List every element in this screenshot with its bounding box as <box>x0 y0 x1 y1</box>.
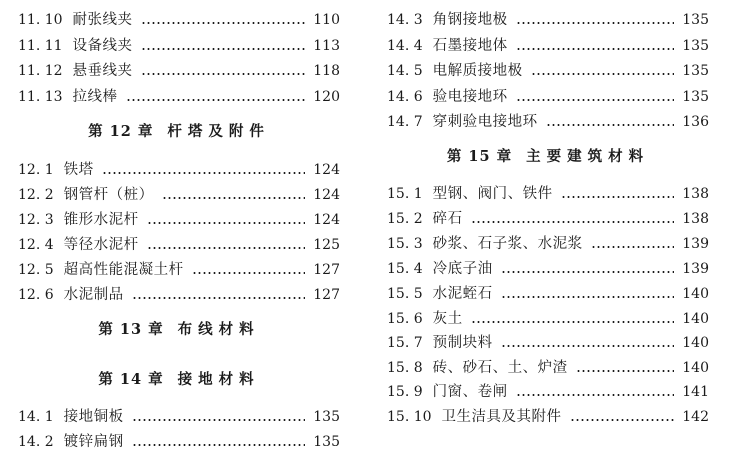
section-title: 锥形水泥杆 <box>63 212 139 228</box>
toc-entry[interactable] <box>387 34 709 58</box>
chapter-number: 第 14 章 <box>98 371 164 388</box>
chapter-number: 第 12 章 <box>88 123 154 140</box>
toc-entry[interactable] <box>387 257 709 281</box>
section-number: 11. 13 <box>18 89 63 105</box>
section-number: 11. 11 <box>18 38 63 54</box>
section-number: 15. 8 <box>387 360 423 376</box>
toc-entry[interactable] <box>18 34 340 58</box>
section-number: 15. 3 <box>387 236 423 252</box>
section-number: 14. 4 <box>387 38 423 54</box>
toc-entry[interactable] <box>18 283 340 307</box>
section-title: 等径水泥杆 <box>63 237 139 253</box>
toc-entry[interactable] <box>18 233 340 257</box>
section-number: 15. 5 <box>387 286 423 302</box>
section-title: 型钢、阀门、铁件 <box>432 186 553 202</box>
section-title: 耐张线夹 <box>72 12 133 28</box>
section-title: 镀锌扁钢 <box>63 434 124 450</box>
dot-leader <box>132 419 306 421</box>
page-number: 124 <box>313 212 340 228</box>
dot-leader <box>561 196 675 198</box>
page-number: 136 <box>682 114 709 130</box>
chapter-heading <box>387 145 709 169</box>
dot-leader <box>126 99 306 101</box>
page-number: 135 <box>682 89 709 105</box>
section-title: 电解质接地极 <box>432 63 523 79</box>
section-title: 石墨接地体 <box>432 38 508 54</box>
section-number: 15. 2 <box>387 211 423 227</box>
section-title: 水泥蛭石 <box>432 286 493 302</box>
toc-entry[interactable] <box>387 380 709 404</box>
section-title: 钢管杆（桩） <box>63 187 154 203</box>
dot-leader <box>501 296 675 298</box>
section-title: 悬垂线夹 <box>72 63 133 79</box>
dot-leader <box>141 22 306 24</box>
dot-leader <box>147 247 306 249</box>
dot-leader <box>576 370 675 372</box>
page-number: 140 <box>682 311 709 327</box>
section-number: 15. 7 <box>387 335 423 351</box>
section-title: 拉线棒 <box>72 89 118 105</box>
dot-leader <box>162 197 306 199</box>
section-number: 14. 6 <box>387 89 423 105</box>
section-title: 铁塔 <box>63 162 94 178</box>
dot-leader <box>501 345 675 347</box>
chapter-heading <box>18 120 340 144</box>
dot-leader <box>141 48 306 50</box>
toc-entry[interactable] <box>387 331 709 355</box>
section-number: 11. 10 <box>18 12 63 28</box>
section-title: 灰土 <box>432 311 463 327</box>
section-title: 穿刺验电接地环 <box>432 114 538 130</box>
dot-leader <box>102 172 306 174</box>
chapter-number: 第 15 章 <box>446 148 513 165</box>
page-number: 139 <box>682 236 709 252</box>
chapter-title: 布线材料 <box>177 321 260 338</box>
section-number: 14. 3 <box>387 12 423 28</box>
section-title: 砂浆、石子浆、水泥浆 <box>432 236 583 252</box>
dot-leader <box>192 272 306 274</box>
toc-entry[interactable] <box>387 59 709 83</box>
toc-entry[interactable] <box>18 59 340 83</box>
page-number: 110 <box>313 12 340 28</box>
page-number: 135 <box>682 38 709 54</box>
toc-entry[interactable] <box>18 208 340 232</box>
page-number: 135 <box>682 63 709 79</box>
dot-leader <box>546 124 675 126</box>
section-number: 15. 1 <box>387 186 423 202</box>
page-number: 135 <box>682 12 709 28</box>
section-number: 14. 1 <box>18 409 54 425</box>
section-number: 14. 7 <box>387 114 423 130</box>
section-title: 门窗、卷闸 <box>432 384 508 400</box>
page-number: 127 <box>313 287 340 303</box>
section-number: 11. 12 <box>18 63 63 79</box>
section-title: 冷底子油 <box>432 261 493 277</box>
dot-leader <box>471 221 675 223</box>
section-number: 15. 9 <box>387 384 423 400</box>
section-title: 超高性能混凝土杆 <box>63 262 184 278</box>
page-number: 138 <box>682 211 709 227</box>
page-number: 135 <box>313 434 340 450</box>
section-title: 设备线夹 <box>72 38 133 54</box>
page-number: 141 <box>682 384 709 400</box>
toc-entry[interactable] <box>387 110 709 134</box>
dot-leader <box>141 73 306 75</box>
dot-leader <box>570 419 675 421</box>
toc-entry[interactable] <box>18 8 340 32</box>
page-number: 140 <box>682 286 709 302</box>
toc-entry[interactable] <box>18 158 340 182</box>
section-number: 14. 2 <box>18 434 54 450</box>
section-number: 12. 6 <box>18 287 54 303</box>
toc-entry[interactable] <box>18 258 340 282</box>
dot-leader <box>516 99 675 101</box>
section-number: 12. 1 <box>18 162 54 178</box>
dot-leader <box>591 246 675 248</box>
section-number: 15. 6 <box>387 311 423 327</box>
section-number: 12. 4 <box>18 237 54 253</box>
section-number: 15. 10 <box>387 409 432 425</box>
section-title: 接地铜板 <box>63 409 124 425</box>
section-title: 水泥制品 <box>63 287 124 303</box>
dot-leader <box>501 271 675 273</box>
page-number: 139 <box>682 261 709 277</box>
toc-entry[interactable] <box>18 405 340 429</box>
toc-entry[interactable] <box>387 356 709 380</box>
chapter-title: 主要建筑材料 <box>526 148 650 165</box>
dot-leader <box>132 444 306 446</box>
page-number: 125 <box>313 237 340 253</box>
page-number: 140 <box>682 335 709 351</box>
section-title: 预制块料 <box>432 335 493 351</box>
page-number: 120 <box>313 89 340 105</box>
toc-entry[interactable] <box>387 232 709 256</box>
section-title: 角钢接地极 <box>432 12 508 28</box>
section-title: 卫生洁具及其附件 <box>441 409 562 425</box>
toc-entry[interactable] <box>387 307 709 331</box>
chapter-heading <box>18 318 340 342</box>
page-number: 142 <box>682 409 709 425</box>
page-number: 140 <box>682 360 709 376</box>
chapter-title: 杆塔及附件 <box>167 123 270 140</box>
chapter-number: 第 13 章 <box>98 321 164 338</box>
section-number: 12. 3 <box>18 212 54 228</box>
page-number: 118 <box>313 63 340 79</box>
toc-entry[interactable] <box>387 405 709 429</box>
section-number: 14. 5 <box>387 63 423 79</box>
toc-entry[interactable] <box>18 430 340 454</box>
chapter-heading <box>18 368 340 392</box>
dot-leader <box>516 394 675 396</box>
section-number: 12. 2 <box>18 187 54 203</box>
page-number: 113 <box>313 38 340 54</box>
toc-entry[interactable] <box>18 85 340 109</box>
toc-entry[interactable] <box>387 182 709 206</box>
page-number: 124 <box>313 187 340 203</box>
dot-leader <box>147 222 306 224</box>
dot-leader <box>132 297 306 299</box>
chapter-title: 接地材料 <box>177 371 260 388</box>
section-number: 15. 4 <box>387 261 423 277</box>
page-number: 138 <box>682 186 709 202</box>
page-number: 127 <box>313 262 340 278</box>
page-number: 135 <box>313 409 340 425</box>
section-title: 砖、砂石、土、炉渣 <box>432 360 568 376</box>
dot-leader <box>516 48 675 50</box>
toc-entry[interactable] <box>18 183 340 207</box>
section-title: 碎石 <box>432 211 463 227</box>
page-number: 124 <box>313 162 340 178</box>
dot-leader <box>471 321 675 323</box>
dot-leader <box>531 73 675 75</box>
toc-entry[interactable] <box>387 8 709 32</box>
toc-entry[interactable] <box>387 282 709 306</box>
toc-entry[interactable] <box>387 85 709 109</box>
toc-entry[interactable] <box>387 207 709 231</box>
section-number: 12. 5 <box>18 262 54 278</box>
dot-leader <box>516 22 675 24</box>
section-title: 验电接地环 <box>432 89 508 105</box>
